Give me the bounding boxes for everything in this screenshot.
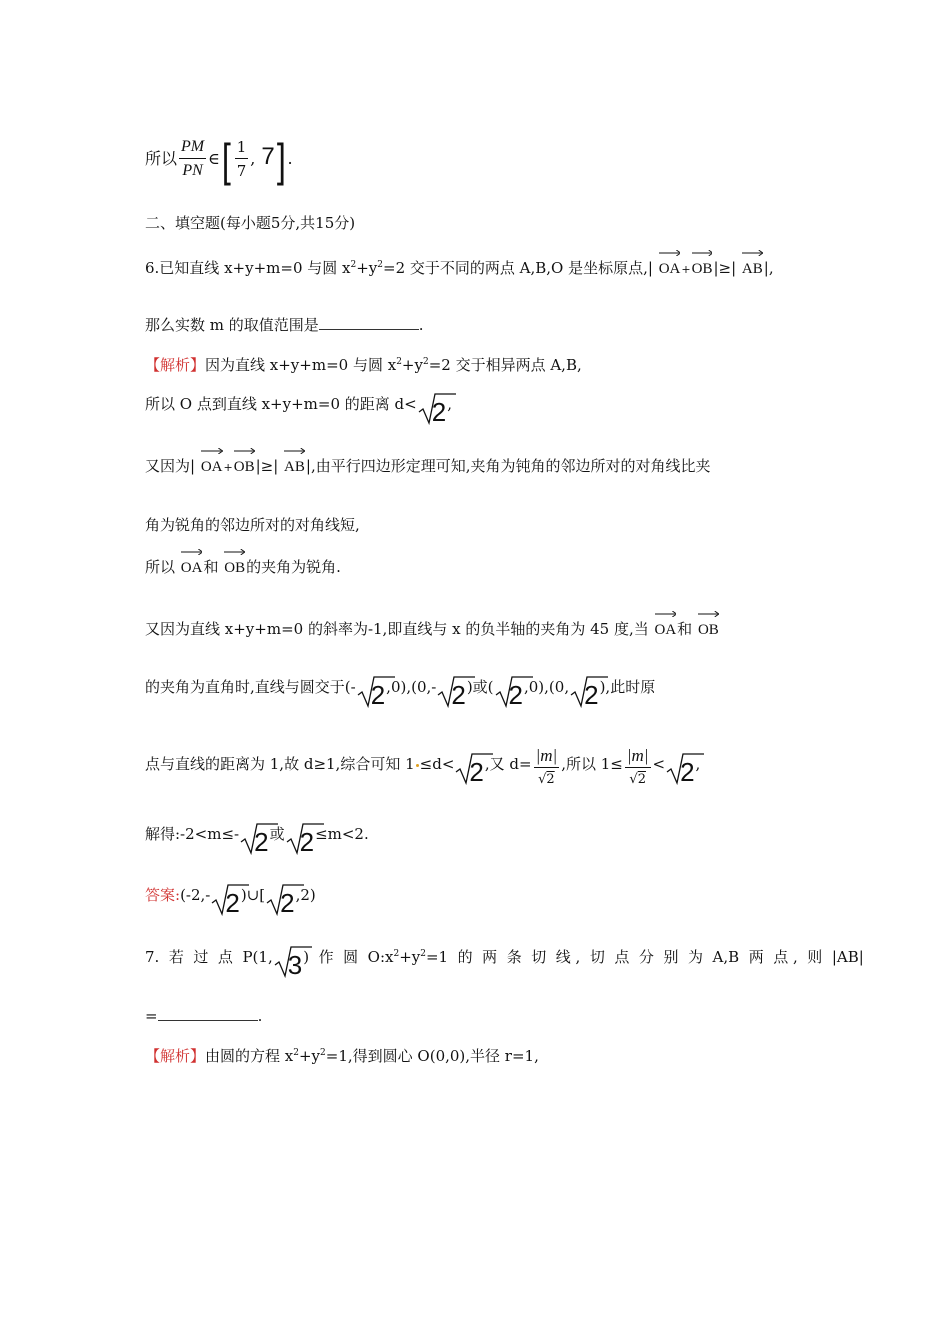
text: +y bbox=[298, 1047, 321, 1065]
text: =2 交于不同的两点 A,B,O 是坐标原点,| bbox=[383, 259, 653, 277]
section-heading: 二、填空题(每小题5分,共15分) bbox=[145, 214, 356, 232]
vector-label: AB bbox=[741, 261, 763, 277]
text: 的夹角为锐角. bbox=[246, 558, 341, 576]
fraction-abs-m-sqrt2 bbox=[534, 745, 560, 792]
question-6-line2 bbox=[145, 315, 424, 335]
radicand: 2 bbox=[451, 680, 466, 710]
text: , bbox=[695, 755, 701, 773]
text: =1 的 两 条 切 线 , 切 点 分 别 为 A,B 两 点 , 则 |AB| bbox=[425, 948, 864, 966]
radicand: 2 bbox=[680, 757, 695, 787]
superscript: 2 bbox=[396, 357, 402, 367]
analysis-line1 bbox=[145, 352, 582, 375]
vector-label: OB bbox=[233, 459, 255, 475]
analysis-line2 bbox=[145, 392, 452, 426]
frac-den: 7 bbox=[236, 162, 247, 180]
text: (-2,- bbox=[180, 886, 211, 904]
radicand: 2 bbox=[508, 680, 523, 710]
superscript: 2 bbox=[420, 949, 426, 959]
radicand: 3 bbox=[287, 950, 303, 980]
superscript: 2 bbox=[350, 260, 357, 270]
text: +y bbox=[356, 259, 378, 277]
frac-den: √2 bbox=[538, 772, 555, 787]
text: 解得:-2<m≤- bbox=[145, 825, 240, 843]
text: 因为直线 x+y+m=0 与圆 x bbox=[205, 356, 397, 374]
vector-label: OA bbox=[658, 261, 681, 277]
vector-ob bbox=[692, 253, 713, 279]
text: ,又 d= bbox=[484, 755, 532, 773]
radicand: 2 bbox=[469, 757, 484, 787]
text: 又因为| bbox=[145, 457, 196, 475]
vector-oa bbox=[659, 253, 681, 279]
superscript: 2 bbox=[320, 1048, 326, 1058]
frac-num: |m| bbox=[534, 745, 560, 768]
radicand: 2 bbox=[637, 772, 646, 787]
text: 和 bbox=[677, 620, 693, 638]
text: = bbox=[145, 1007, 158, 1025]
frac-num: |m| bbox=[625, 745, 651, 768]
text: ,0),(0, bbox=[524, 678, 570, 696]
text: , bbox=[447, 395, 452, 413]
analysis-line9 bbox=[145, 822, 369, 856]
text: 角为锐角的邻边所对的对角线短, bbox=[145, 516, 360, 534]
sqrt-2 bbox=[455, 752, 483, 786]
analysis-line3 bbox=[145, 451, 710, 478]
vector-label: OB bbox=[697, 622, 719, 638]
vector-label: OB bbox=[691, 261, 713, 277]
vector-oa bbox=[201, 451, 223, 477]
text: |≥| bbox=[713, 259, 737, 277]
text: 7. 若 过 点 P(1, bbox=[145, 948, 273, 966]
vector-label: OA bbox=[654, 622, 677, 638]
question-7-line2 bbox=[145, 1006, 262, 1026]
text-prefix: 所以 bbox=[145, 149, 178, 168]
analysis-label: 【解析】 bbox=[145, 1047, 206, 1065]
text: )或( bbox=[466, 678, 494, 696]
radicand: 2 bbox=[584, 680, 599, 710]
text: 所以 bbox=[145, 558, 176, 576]
text: ≤m<2. bbox=[315, 825, 369, 843]
plus: + bbox=[223, 461, 233, 474]
radicand: 2 bbox=[254, 827, 269, 857]
analysis-line6 bbox=[145, 614, 720, 640]
text: ,2) bbox=[295, 886, 316, 904]
question-7-line1 bbox=[145, 944, 864, 979]
vector-label: OA bbox=[200, 459, 223, 475]
analysis-label: 【解析】 bbox=[145, 356, 206, 374]
frac-num: 1 bbox=[235, 136, 249, 159]
text: < bbox=[652, 755, 666, 773]
text: ≤d< bbox=[419, 755, 455, 773]
text: ,所以 1≤ bbox=[561, 755, 623, 773]
sqrt-2 bbox=[286, 822, 314, 856]
answer-line bbox=[145, 883, 316, 917]
text: |,由平行四边形定理可知,夹角为钝角的邻边所对的对角线比夹 bbox=[305, 457, 711, 475]
vector-label: AB bbox=[284, 459, 305, 475]
text: ),此时原 bbox=[599, 678, 656, 696]
text: . bbox=[418, 316, 424, 334]
right-bracket: ] bbox=[276, 133, 286, 186]
analysis-line5 bbox=[145, 552, 341, 578]
text: 由圆的方程 x bbox=[205, 1047, 294, 1065]
sqrt-2 bbox=[570, 675, 598, 709]
text: +y bbox=[401, 356, 423, 374]
vector-ob bbox=[698, 614, 719, 640]
text: 所以 O 点到直线 x+y+m=0 的距离 d< bbox=[145, 395, 417, 413]
text: +y bbox=[399, 948, 421, 966]
text: ,0),(0,- bbox=[386, 678, 437, 696]
fraction-pm-pn bbox=[179, 136, 206, 183]
fraction-abs-m-sqrt2 bbox=[625, 745, 651, 792]
result-line bbox=[145, 133, 293, 186]
text: )∪[ bbox=[240, 886, 266, 904]
sqrt-2 bbox=[495, 675, 523, 709]
radicand: 2 bbox=[225, 888, 240, 918]
radicand: 2 bbox=[299, 827, 315, 857]
sqrt-2 bbox=[666, 752, 694, 786]
analysis-line8 bbox=[145, 745, 700, 792]
radicand: 2 bbox=[431, 397, 447, 427]
vector-ob bbox=[234, 451, 255, 477]
question-6-line1 bbox=[145, 253, 774, 280]
vector-label: OA bbox=[180, 560, 203, 576]
text: 6.已知直线 x+y+m=0 与圆 x bbox=[145, 259, 351, 277]
analysis-q7-line1 bbox=[145, 1043, 539, 1066]
left-bracket: [ bbox=[221, 133, 231, 186]
superscript: 2 bbox=[393, 949, 400, 959]
text: =2 交于相异两点 A,B, bbox=[428, 356, 582, 374]
sqrt-2 bbox=[418, 392, 446, 426]
sqrt-2 bbox=[437, 675, 465, 709]
superscript: 2 bbox=[377, 260, 383, 270]
vector-ob bbox=[224, 552, 245, 578]
plus: + bbox=[681, 263, 691, 276]
vector-oa bbox=[655, 614, 677, 640]
text: . bbox=[257, 1007, 263, 1025]
text: ) 作 圆 O:x bbox=[303, 948, 394, 966]
radicand: 2 bbox=[546, 772, 555, 787]
sqrt-3 bbox=[274, 945, 302, 979]
text: |, bbox=[763, 259, 774, 277]
vector-ab bbox=[742, 253, 763, 279]
analysis-line4 bbox=[145, 515, 360, 535]
marker-dot bbox=[416, 764, 419, 767]
sqrt-2 bbox=[357, 675, 385, 709]
interval-upper: 7 bbox=[261, 143, 275, 170]
frac-num: PM bbox=[179, 136, 206, 159]
superscript: 2 bbox=[293, 1048, 299, 1058]
sqrt-2 bbox=[240, 822, 268, 856]
text: 的夹角为直角时,直线与圆交于(- bbox=[145, 678, 356, 696]
text: 那么实数 m 的取值范围是 bbox=[145, 316, 319, 334]
radicand: 2 bbox=[370, 680, 386, 710]
analysis-line7 bbox=[145, 675, 655, 709]
vector-ab bbox=[284, 451, 305, 477]
fraction-1-7 bbox=[235, 136, 249, 183]
sqrt-2 bbox=[211, 883, 239, 917]
answer-blank bbox=[319, 317, 419, 330]
radicand: 2 bbox=[280, 888, 295, 918]
sqrt-2 bbox=[266, 883, 294, 917]
vector-label: OB bbox=[224, 560, 246, 576]
superscript: 2 bbox=[422, 357, 429, 367]
text: =1,得到圆心 O(0,0),半径 r=1, bbox=[325, 1047, 539, 1065]
text: 或 bbox=[269, 825, 285, 843]
text: 点与直线的距离为 1,故 d≥1,综合可知 1 bbox=[145, 755, 415, 773]
frac-den: PN bbox=[182, 162, 203, 179]
answer-label: 答案: bbox=[145, 886, 181, 904]
answer-blank bbox=[158, 1008, 258, 1021]
interval-separator: , bbox=[250, 149, 256, 168]
frac-den: √2 bbox=[629, 772, 646, 787]
text-end: . bbox=[287, 149, 293, 168]
text: 又因为直线 x+y+m=0 的斜率为-1,即直线与 x 的负半轴的夹角为 45 度,当 bbox=[145, 620, 649, 638]
text: |≥| bbox=[255, 457, 279, 475]
element-of-symbol: ∈ bbox=[208, 149, 220, 168]
vector-oa bbox=[181, 552, 203, 578]
text: 和 bbox=[203, 558, 219, 576]
